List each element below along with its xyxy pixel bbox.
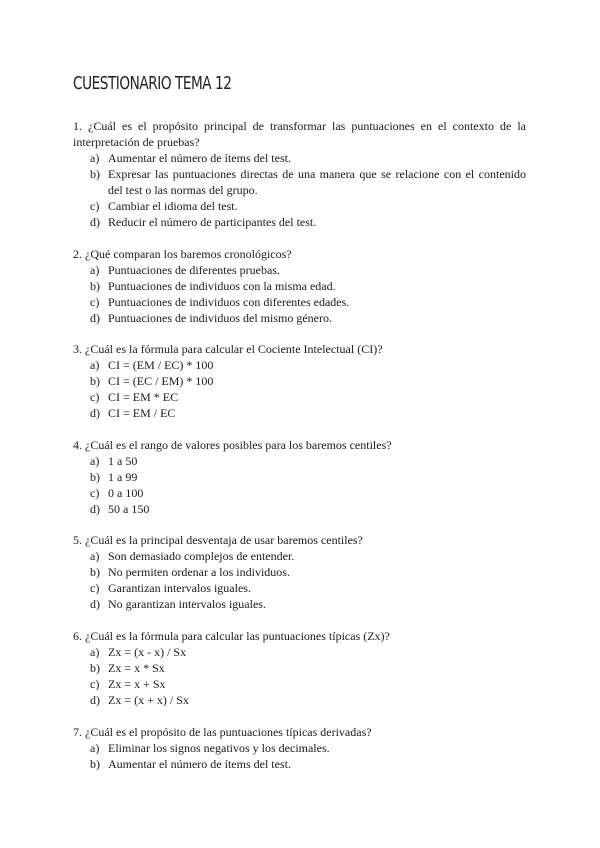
option-item	[73, 660, 526, 676]
question-text: 7. ¿Cuál es el propósito de las puntuaciones típicas derivadas?	[73, 724, 372, 739]
page-title: CUESTIONARIO TEMA 12	[73, 74, 232, 94]
option-text: CI = EM * EC	[108, 390, 179, 405]
option-text: Aumentar el número de ítems del test.	[108, 756, 291, 771]
option-letter: a)	[90, 453, 100, 468]
option-item	[73, 676, 526, 692]
option-letter: a)	[90, 262, 100, 277]
option-text: 1 a 50	[108, 453, 138, 468]
question-2	[73, 246, 526, 326]
question-text: 1. ¿Cuál es el propósito principal de transformar las puntuaciones en el contexto de la interpretación de pruebas?	[73, 119, 526, 149]
option-text: Zx = (x + x) / Sx	[108, 692, 189, 707]
option-text: CI = EM / EC	[108, 406, 176, 421]
option-letter: c)	[90, 294, 100, 309]
option-item	[73, 644, 526, 660]
option-item	[73, 278, 526, 294]
question-5	[73, 532, 526, 612]
question-1	[73, 118, 526, 230]
option-item	[73, 373, 526, 389]
question-text: 6. ¿Cuál es la fórmula para calcular las puntuaciones típicas (Zx)?	[73, 628, 390, 643]
option-letter: d)	[90, 215, 100, 229]
option-letter: b)	[90, 565, 100, 580]
option-item	[73, 580, 526, 596]
option-item	[73, 564, 526, 580]
option-item	[73, 596, 526, 612]
option-item	[73, 453, 526, 469]
option-letter: b)	[90, 756, 100, 771]
option-item	[73, 389, 526, 405]
option-item	[73, 150, 526, 166]
question-list	[73, 118, 526, 787]
option-list	[73, 150, 526, 230]
option-item	[73, 262, 526, 278]
option-text: Puntuaciones de individuos con la misma edad.	[108, 278, 336, 293]
option-text: Cambiar el idioma del test.	[108, 199, 238, 213]
option-text: No permiten ordenar a los individuos.	[108, 565, 290, 580]
option-letter: b)	[90, 278, 100, 293]
option-letter: a)	[90, 358, 100, 373]
option-text: 0 a 100	[108, 485, 144, 500]
option-letter: d)	[90, 406, 100, 421]
option-item	[73, 469, 526, 485]
option-text: 50 a 150	[108, 501, 150, 516]
option-item	[73, 214, 526, 230]
option-letter: b)	[90, 660, 100, 675]
option-text: CI = (EC / EM) * 100	[108, 374, 214, 389]
question-4	[73, 437, 526, 517]
option-list	[73, 548, 526, 612]
option-text: Eliminar los signos negativos y los decimales.	[108, 740, 330, 755]
option-letter: d)	[90, 310, 100, 325]
option-item	[73, 294, 526, 310]
option-text: Reducir el número de participantes del test.	[108, 215, 317, 229]
question-text: 4. ¿Cuál es el rango de valores posibles para los baremos centiles?	[73, 437, 392, 452]
option-letter: a)	[90, 151, 100, 165]
option-text: Garantizan intervalos iguales.	[108, 581, 251, 596]
option-item	[73, 692, 526, 708]
option-text: Son demasiado complejos de entender.	[108, 549, 295, 564]
question-text: 3. ¿Cuál es la fórmula para calcular el Cociente Intelectual (CI)?	[73, 342, 383, 357]
option-list	[73, 740, 526, 772]
option-letter: d)	[90, 501, 100, 516]
option-letter: b)	[90, 469, 100, 484]
option-list	[73, 262, 526, 326]
option-item	[73, 405, 526, 421]
option-item	[73, 166, 526, 198]
option-letter: c)	[90, 485, 100, 500]
option-letter: a)	[90, 644, 100, 659]
option-text: Expresar las puntuaciones directas de una manera que se relacione con el contenido del test o las normas del grupo.	[108, 167, 526, 197]
option-text: 1 a 99	[108, 469, 138, 484]
option-text: Zx = x + Sx	[108, 676, 166, 691]
option-letter: b)	[90, 167, 100, 181]
option-letter: d)	[90, 692, 100, 707]
option-letter: c)	[90, 199, 100, 213]
option-letter: a)	[90, 549, 100, 564]
option-text: Aumentar el número de ítems del test.	[108, 151, 291, 165]
question-3	[73, 341, 526, 421]
option-text: No garantizan intervalos iguales.	[108, 597, 266, 612]
option-letter: c)	[90, 390, 100, 405]
question-text: 5. ¿Cuál es la principal desventaja de usar baremos centiles?	[73, 533, 363, 548]
option-letter: d)	[90, 597, 100, 612]
option-letter: c)	[90, 581, 100, 596]
option-item	[73, 198, 526, 214]
option-letter: a)	[90, 740, 100, 755]
option-list	[73, 453, 526, 517]
option-item	[73, 501, 526, 517]
question-7	[73, 724, 526, 772]
option-letter: b)	[90, 374, 100, 389]
option-text: CI = (EM / EC) * 100	[108, 358, 214, 373]
option-item	[73, 756, 526, 772]
question-6	[73, 628, 526, 708]
option-item	[73, 740, 526, 756]
option-text: Puntuaciones de individuos con diferentes edades.	[108, 294, 350, 309]
option-item	[73, 485, 526, 501]
option-text: Zx = x * Sx	[108, 660, 165, 675]
option-list	[73, 357, 526, 421]
option-item	[73, 310, 526, 326]
option-letter: c)	[90, 676, 100, 691]
option-text: Puntuaciones de diferentes pruebas.	[108, 262, 280, 277]
option-text: Puntuaciones de individuos del mismo género.	[108, 310, 332, 325]
option-list	[73, 644, 526, 708]
option-item	[73, 548, 526, 564]
question-text: 2. ¿Qué comparan los baremos cronológicos?	[73, 246, 292, 261]
option-text: Zx = (x - x) / Sx	[108, 644, 187, 659]
option-item	[73, 357, 526, 373]
